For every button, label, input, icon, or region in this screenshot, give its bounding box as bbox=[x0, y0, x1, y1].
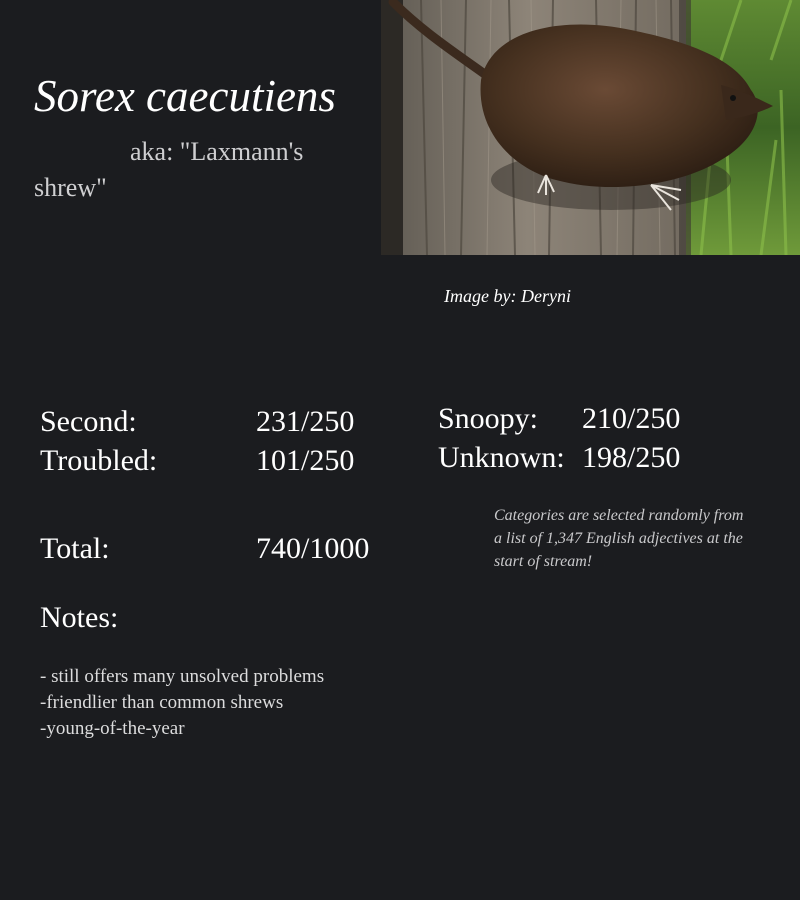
stat-label-unknown: Unknown: bbox=[438, 441, 565, 474]
species-title: Sorex caecutiens bbox=[34, 71, 336, 121]
total-label: Total: bbox=[40, 532, 110, 565]
notes-list bbox=[40, 664, 324, 742]
categories-note: Categories are selected randomly from a list of 1,347 English adjectives at the start of stream! bbox=[494, 507, 744, 570]
stat-value-second: 231/250 bbox=[256, 405, 355, 438]
stat-value-troubled: 101/250 bbox=[256, 444, 355, 477]
stat-value-snoopy: 210/250 bbox=[582, 402, 681, 435]
notes-heading: Notes: bbox=[40, 601, 119, 634]
list-item: -friendlier than common shrews bbox=[40, 692, 284, 713]
stat-value-unknown: 198/250 bbox=[582, 441, 681, 474]
total-value: 740/1000 bbox=[256, 532, 370, 565]
image-credit: Image by: Deryni bbox=[444, 286, 571, 306]
stat-label-second: Second: bbox=[40, 405, 137, 438]
stat-label-snoopy: Snoopy: bbox=[438, 402, 539, 435]
shrew-photo bbox=[381, 0, 800, 255]
list-item: -young-of-the-year bbox=[40, 718, 185, 739]
common-name: aka: "Laxmann's shrew" bbox=[34, 137, 304, 202]
list-item: - still offers many unsolved problems bbox=[40, 666, 325, 687]
stat-label-troubled: Troubled: bbox=[40, 444, 158, 477]
